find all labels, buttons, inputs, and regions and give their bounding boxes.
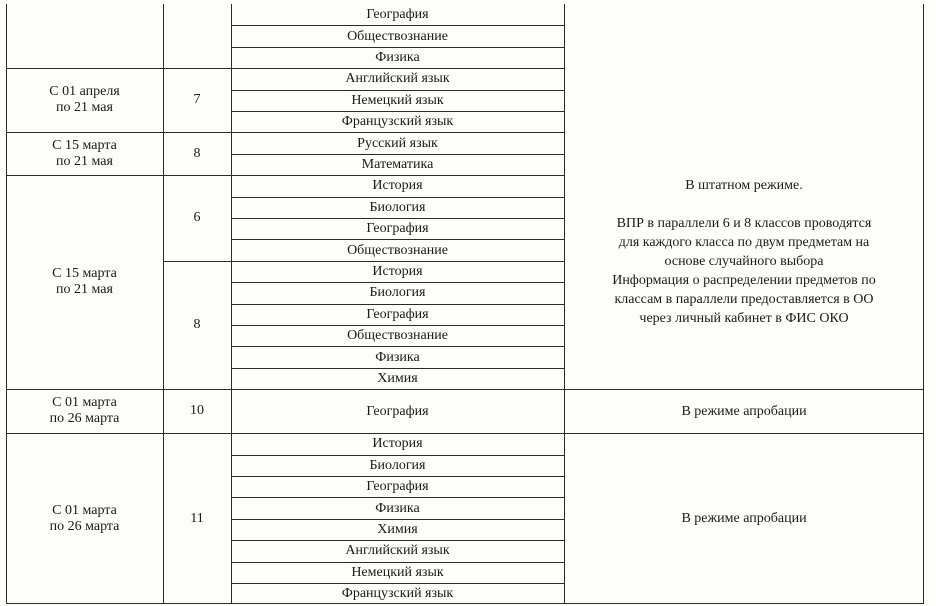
mode-note-line: В режиме апробации: [681, 511, 807, 527]
subject-cell: [231, 282, 564, 303]
mode-note-line: для каждого класса по двум предметам на: [618, 234, 870, 250]
mode-note-line: через личный кабинет в ФИС ОКО: [639, 310, 849, 326]
period-line: по 21 мая: [56, 100, 113, 116]
class-number: 10: [190, 403, 204, 419]
mode-note-line: В режиме апробации: [681, 403, 807, 419]
subject-cell: [231, 4, 564, 25]
subject-cell: [231, 455, 564, 476]
period-line: С 01 марта: [52, 502, 117, 518]
subject-name: Обществознание: [347, 242, 448, 258]
period-cell: [6, 389, 163, 433]
class-number-cell: [163, 175, 231, 261]
class-number: 11: [190, 510, 204, 526]
period-line: С 15 марта: [52, 137, 117, 153]
subject-name: География: [366, 306, 429, 322]
subject-cell: [231, 154, 564, 175]
subject-cell: [231, 433, 564, 454]
class-number-cell: [163, 389, 231, 433]
subject-cell: [231, 540, 564, 561]
subject-name: История: [372, 263, 423, 279]
subject-name: История: [372, 436, 423, 452]
subject-name: География: [366, 403, 429, 419]
class-number: 7: [193, 92, 201, 108]
subject-name: Химия: [377, 370, 418, 386]
subject-cell: [231, 175, 564, 196]
subject-name: Математика: [361, 156, 434, 172]
period-cell: [6, 132, 163, 175]
period-cell: [6, 433, 163, 604]
subject-cell: [231, 197, 564, 218]
subject-cell: [231, 583, 564, 604]
subject-cell: [231, 389, 564, 433]
table-bottom-rule: [6, 603, 924, 604]
column-rule: [923, 4, 924, 604]
period-line: по 21 мая: [56, 153, 113, 169]
mode-note-line: В штатном режиме.: [685, 177, 803, 193]
period-line: по 26 марта: [49, 518, 120, 534]
subject-name: История: [372, 178, 423, 194]
subject-name: География: [366, 221, 429, 237]
column-rule: [6, 4, 7, 604]
subject-cell: [231, 261, 564, 282]
period-cell: [6, 175, 163, 389]
class-number-cell: [163, 261, 231, 389]
mode-note-cell: [564, 389, 924, 433]
column-rule: [163, 4, 164, 604]
subject-name: Физика: [375, 349, 420, 365]
mode-note-cell: [564, 4, 924, 389]
mode-note-line: Информация о распределении предметов по: [612, 272, 876, 288]
class-number: 8: [193, 316, 201, 332]
subject-name: География: [366, 7, 429, 23]
mode-note-cell: [564, 433, 924, 604]
subject-cell: [231, 519, 564, 540]
subject-name: Обществознание: [347, 28, 448, 44]
subject-name: Французский язык: [341, 586, 454, 602]
class-number-cell: [163, 433, 231, 604]
period-line: по 26 марта: [49, 411, 120, 427]
column-rule: [231, 4, 232, 604]
subject-cell: [231, 562, 564, 583]
period-line: по 21 мая: [56, 282, 113, 298]
subject-name: Биология: [369, 285, 426, 301]
subject-cell: [231, 304, 564, 325]
subject-cell: [231, 25, 564, 46]
subject-cell: [231, 47, 564, 68]
subject-name: Немецкий язык: [351, 92, 444, 108]
period-line: С 01 марта: [52, 395, 117, 411]
period-line: С 01 апреля: [49, 84, 120, 100]
vpr-schedule-table: [6, 4, 924, 602]
subject-name: Русский язык: [357, 135, 438, 151]
period-line: С 15 марта: [52, 266, 117, 282]
subject-name: Физика: [375, 49, 420, 65]
mode-note-line: классам в параллели предоставляется в ОО: [614, 291, 874, 307]
subject-cell: [231, 239, 564, 260]
subject-name: Английский язык: [345, 71, 450, 87]
subject-name: Биология: [369, 199, 426, 215]
subject-name: Химия: [377, 521, 418, 537]
subject-cell: [231, 90, 564, 111]
subject-cell: [231, 68, 564, 89]
subject-cell: [231, 218, 564, 239]
subject-name: Французский язык: [341, 114, 454, 130]
class-number-cell: [163, 4, 231, 68]
mode-note-line: ВПР в параллели 6 и 8 классов проводятся: [616, 215, 872, 231]
subject-name: Биология: [369, 457, 426, 473]
class-number: 8: [193, 145, 201, 161]
subject-cell: [231, 368, 564, 389]
subject-name: Обществознание: [347, 328, 448, 344]
subject-name: Английский язык: [345, 543, 450, 559]
period-cell: [6, 68, 163, 132]
subject-cell: [231, 346, 564, 367]
class-number: 6: [193, 209, 201, 225]
class-number-cell: [163, 68, 231, 132]
subject-name: География: [366, 479, 429, 495]
class-number-cell: [163, 132, 231, 175]
subject-name: Немецкий язык: [351, 564, 444, 580]
subject-cell: [231, 325, 564, 346]
mode-note-line: основе случайного выбора: [664, 253, 824, 269]
subject-cell: [231, 132, 564, 153]
subject-cell: [231, 111, 564, 132]
subject-name: Физика: [375, 500, 420, 516]
subject-cell: [231, 497, 564, 518]
period-cell: [6, 4, 163, 68]
subject-cell: [231, 476, 564, 497]
column-rule: [564, 4, 565, 604]
